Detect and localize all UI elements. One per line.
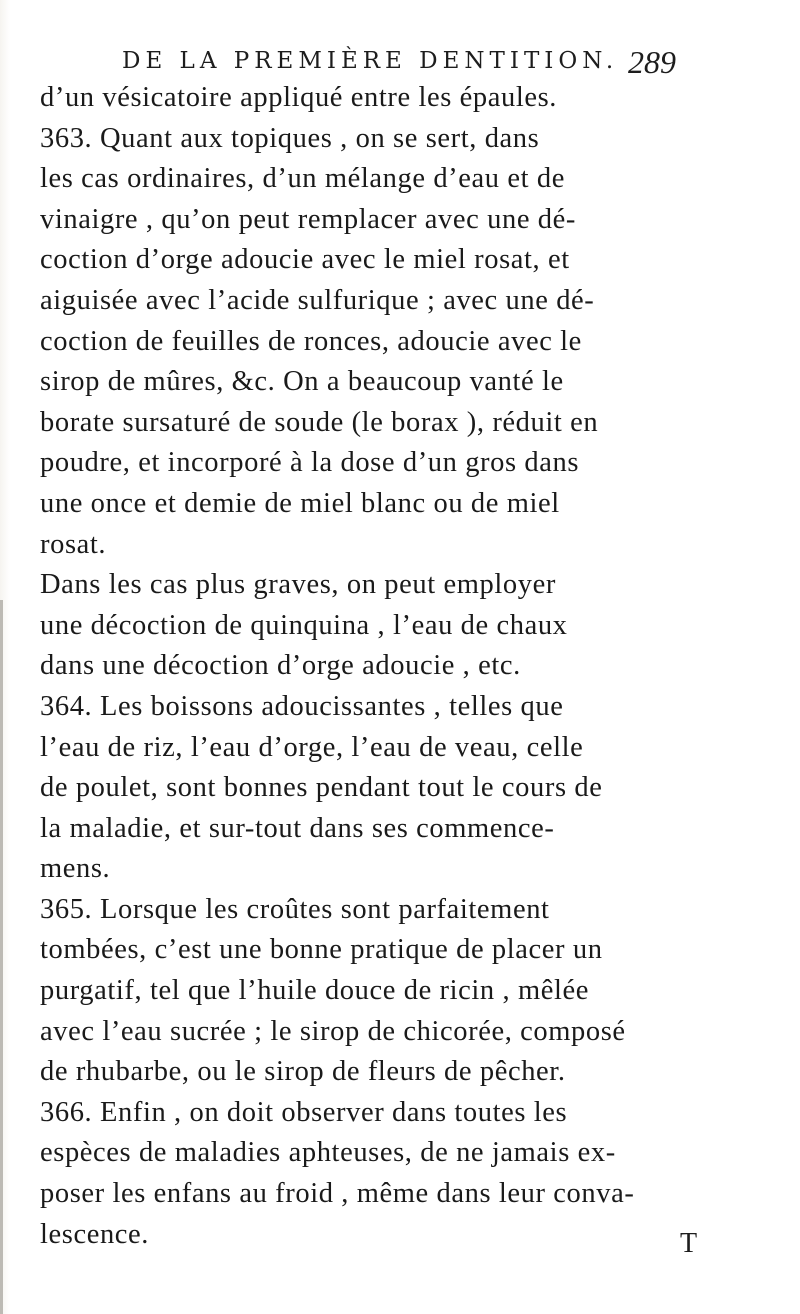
text-line: tombées, c’est une bonne pratique de placer un	[40, 934, 603, 966]
text-line: l’eau de riz, l’eau d’orge, l’eau de veau, celle	[40, 731, 584, 763]
page-number: 289	[628, 44, 676, 80]
text-line: poudre, et incorporé à la dose d’un gros dans	[40, 447, 580, 479]
text-line: coction d’orge adoucie avec le miel rosat, et	[40, 244, 570, 276]
text-line: 366. Enfin , on doit observer dans toutes les	[40, 1096, 568, 1128]
text-line: lescence.	[40, 1218, 150, 1250]
signature-mark: T	[680, 1228, 698, 1259]
text-line: mens.	[40, 853, 111, 885]
text-line: de rhubarbe, ou le sirop de fleurs de pêcher.	[40, 1056, 566, 1088]
text-line: 365. Lorsque les croûtes sont parfaitement	[40, 893, 550, 925]
text-line: la maladie, et sur-tout dans ses commence-	[40, 812, 555, 844]
text-line: une once et demie de miel blanc ou de miel	[40, 487, 560, 519]
text-line: rosat.	[40, 528, 107, 560]
text-line: vinaigre , qu’on peut remplacer avec une dé-	[40, 203, 576, 235]
text-line: purgatif, tel que l’huile douce de ricin , mêlée	[40, 975, 589, 1007]
text-line: espèces de maladies aphteuses, de ne jamais ex-	[40, 1137, 616, 1169]
running-head: DE LA PREMIÈRE DENTITION.	[122, 48, 619, 74]
text-line: une décoction de quinquina , l’eau de chaux	[40, 609, 568, 641]
text-line: borate sursaturé de soude (le borax ), réduit en	[40, 406, 599, 438]
text-line: sirop de mûres, &c. On a beaucoup vanté le	[40, 366, 564, 398]
page-edge-shadow	[0, 600, 3, 1314]
text-line: poser les enfans au froid , même dans leur conva-	[40, 1178, 635, 1210]
text-line: Dans les cas plus graves, on peut employer	[40, 569, 556, 601]
body-text	[40, 78, 770, 1255]
text-line: aiguisée avec l’acide sulfurique ; avec une dé-	[40, 284, 595, 316]
text-line: de poulet, sont bonnes pendant tout le cours de	[40, 772, 603, 804]
text-line: dans une décoction d’orge adoucie , etc.	[40, 650, 521, 682]
text-line: les cas ordinaires, d’un mélange d’eau et de	[40, 163, 565, 195]
text-line: d’un vésicatoire appliqué entre les épaules.	[40, 82, 558, 113]
text-line: avec l’eau sucrée ; le sirop de chicorée, composé	[40, 1015, 626, 1047]
text-line: 364. Les boissons adoucissantes , telles que	[40, 690, 564, 722]
text-line: coction de feuilles de ronces, adoucie avec le	[40, 325, 582, 357]
text-line: 363. Quant aux topiques , on se sert, dans	[40, 122, 540, 154]
